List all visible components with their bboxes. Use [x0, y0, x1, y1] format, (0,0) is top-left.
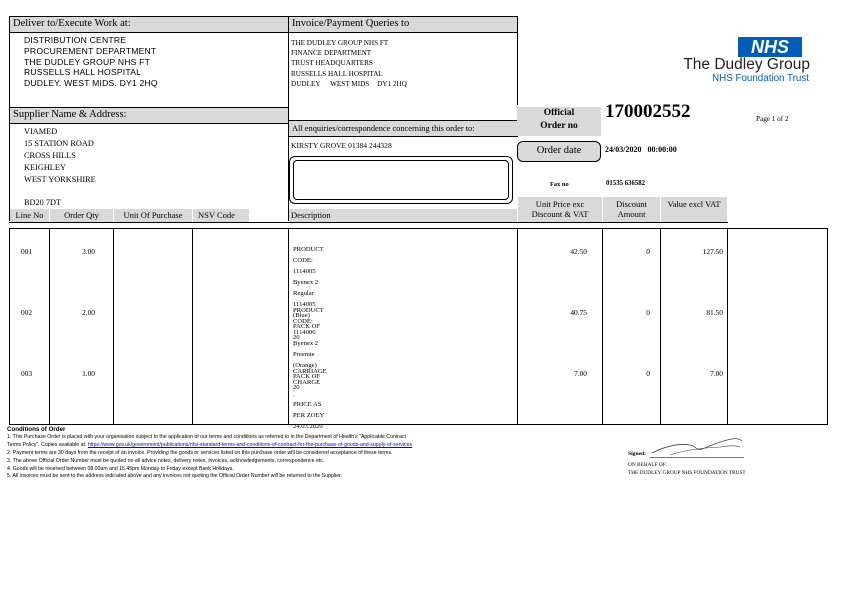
- org-name: The Dudley Group: [683, 56, 810, 73]
- condition-1b: Terms Policy". Copies available at: https://www.gov.uk/government/publications/nhs-standard-terms-and-conditions-of-contract-for-the-purchase-of-goods-and-supply-of-services: [7, 441, 413, 448]
- line-description: PRODUCT CODE: 1114005 Byenex 2 Regular 1114005 (Blue) PACK OF 20 `: [293, 246, 324, 352]
- deliver-address: [24, 35, 158, 89]
- official-order-label: Official Order no: [517, 107, 601, 136]
- conditions: [7, 426, 412, 481]
- deliver-line: DISTRIBUTION CENTRE: [24, 35, 127, 45]
- invoice-line: FINANCE DEPARTMENT: [291, 49, 372, 58]
- supplier-postcode: BD20 7DT: [24, 198, 62, 207]
- deliver-header: Deliver to/Execute Work at:: [10, 17, 288, 32]
- nhs-logo: [632, 34, 838, 100]
- line-discount: 0: [646, 369, 650, 378]
- nhs-badge: NHS: [738, 37, 802, 57]
- line-qty: 3.00: [82, 247, 95, 256]
- fax-number: 01535 636582: [606, 180, 646, 187]
- supplier-address: [24, 126, 96, 186]
- line-description: CARRIAGE CHARGE ` PRICE AS PER ZOEY 24.03.2020: [293, 368, 327, 430]
- comment-box: [289, 156, 513, 204]
- signature-image: [650, 433, 745, 459]
- order-date-label: Order date: [517, 141, 601, 162]
- line-value: 81.50: [706, 308, 723, 317]
- condition-5: 5. All invoices must be sent to the address indicated above and any invoices not quoting the Official Order Number will be returned to the Supplier.: [7, 473, 342, 480]
- line-number: 001: [21, 247, 33, 256]
- col-unit: Unit Of Purchase: [114, 209, 192, 222]
- supplier-line: 15 STATION ROAD: [24, 139, 94, 148]
- fax-label: Fax no: [550, 181, 569, 188]
- condition-2: 2. Payment terms are 30 days from the receipt of an invoice. Providing the goods or services listed on this purchase order will be considered acceptance of these terms.: [7, 449, 393, 456]
- line-qty: 2.00: [82, 308, 95, 317]
- enquiries-contact: KIRSTY GROVE 01384 244328: [291, 141, 392, 150]
- invoice-header: Invoice/Payment Queries to: [289, 17, 517, 32]
- col-order-qty: Order Qty: [50, 209, 113, 222]
- order-number: 170002552: [605, 101, 691, 122]
- supplier-line: CROSS HILLS: [24, 151, 76, 160]
- invoice-town: DUDLEY: [291, 79, 321, 88]
- condition-4: 4. Goods will be received between 08.00am and 15.45pm Monday to Friday except Bank Holidays.: [7, 465, 234, 472]
- invoice-line: THE DUDLEY GROUP NHS FT: [291, 39, 389, 47]
- invoice-line: RUSSELLS HALL HOSPITAL: [291, 69, 383, 78]
- deliver-line: THE DUDLEY GROUP NHS FT: [24, 56, 151, 67]
- deliver-line: PROCUREMENT DEPARTMENT: [24, 45, 157, 56]
- invoice-county: WEST MIDS: [330, 79, 370, 88]
- line-value: 7.00: [710, 369, 723, 378]
- line-price: 42.50: [570, 247, 587, 256]
- supplier-header: Supplier Name & Address:: [10, 108, 288, 123]
- col-nsv: NSV Code: [193, 209, 249, 222]
- supplier-line: VIAMED: [24, 127, 58, 136]
- line-qty: 1.00: [82, 369, 95, 378]
- invoice-postcode: DY1 2HQ: [377, 79, 407, 88]
- line-discount: 0: [646, 308, 650, 317]
- line-discount: 0: [646, 247, 650, 256]
- invoice-address: [291, 38, 407, 89]
- line-number: 003: [21, 369, 33, 378]
- deliver-line: DUDLEY. WEST MIDS. DY1 2HQ: [24, 78, 158, 89]
- line-price: 7.00: [574, 369, 587, 378]
- col-unit-price: Unit Price exc Discount & VAT: [518, 197, 602, 222]
- order-date: 24/03/2020 00:00:00: [605, 145, 677, 154]
- col-description: Description: [289, 209, 517, 222]
- supplier-line: KEIGHLEY: [24, 163, 66, 172]
- col-discount: Discount Amount: [603, 197, 660, 222]
- signed-label: Signed:: [628, 451, 647, 457]
- on-behalf: ON BEHALF OF: THE DUDLEY GROUP NHS FOUNDATION TRUST: [628, 462, 746, 476]
- conditions-title: Conditions of Order: [7, 426, 66, 433]
- col-line-no: Line No: [10, 209, 49, 222]
- line-value: 127.50: [702, 247, 723, 256]
- invoice-line: TRUST HEADQUARTERS: [291, 59, 373, 68]
- deliver-line: RUSSELLS HALL HOSPITAL: [24, 67, 142, 78]
- enquiries-header: All enquiries/correspondence concerning this order to:: [289, 121, 517, 136]
- supplier-line: WEST YORKSHIRE: [24, 175, 96, 184]
- line-number: 002: [21, 308, 33, 317]
- terms-link[interactable]: https://www.gov.uk/government/publications/nhs-standard-terms-and-conditions-of-contract-for-the-purchase-of-goods-and-supply-of-services: [87, 441, 413, 448]
- condition-1a: 1. This Purchase Order is placed with your organisation subject to the application of our terms and conditions as referred to in the Department of Health's "Applicable Contract: [7, 433, 406, 440]
- col-value: Value excl VAT: [661, 197, 727, 222]
- line-description: PRODUCT CODE: 1114006 Byenex 2 Preemie (Orange) PACK OF 20 `: [293, 307, 324, 402]
- page-indicator: Page 1 of 2: [756, 115, 789, 123]
- line-price: 40.75: [570, 308, 587, 317]
- org-subtitle: NHS Foundation Trust: [712, 73, 809, 84]
- condition-3: 3. The above Official Order Number must be quoted on all advice notes, delivery notes, invoices, acknowledgements, correspondence etc.: [7, 457, 325, 464]
